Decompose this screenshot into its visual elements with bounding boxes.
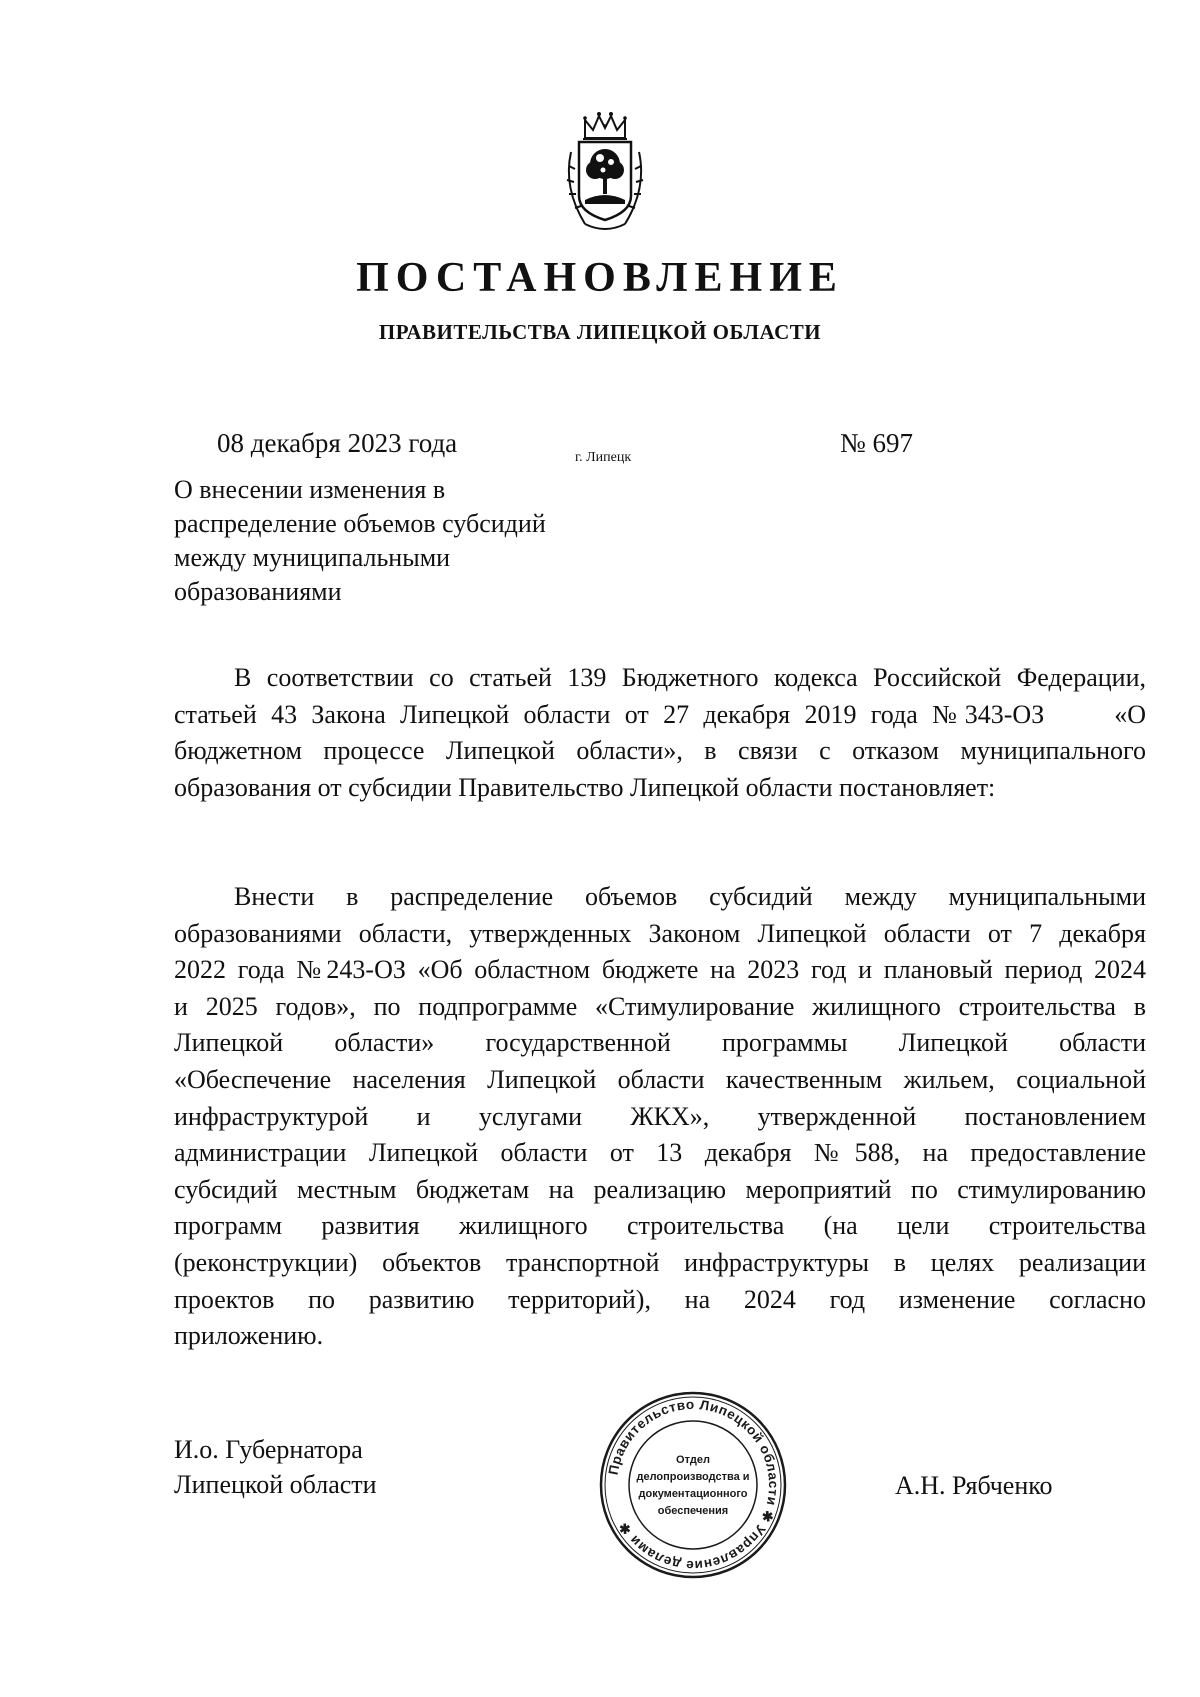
paragraph-line: программ развития жилищного строительства (на цели строительства xyxy=(174,1211,1146,1241)
stamp-inner-line: Отдел xyxy=(676,1454,710,1466)
paragraph-line: и 2025 годов», по подпрограмме «Стимулирование жилищного строительства в xyxy=(174,991,1146,1021)
subject-line: О внесении изменения в xyxy=(174,475,446,504)
stamp-ring-text xyxy=(606,1397,781,1573)
paragraph-line: Липецкой области» государственной программы Липецкой области xyxy=(174,1028,1146,1058)
paragraph-line: инфраструктурой и услугами ЖКХ», утвержденной постановлением xyxy=(174,1101,1146,1131)
paragraph-line: приложению. xyxy=(174,1321,324,1351)
paragraph-line: Внести в распределение объемов субсидий между муниципальными xyxy=(234,882,1146,911)
paragraph-line-part: статьей 43 Закона Липецкой области от 27 декабря 2019 года №343-ОЗ xyxy=(174,699,1045,729)
document-number: № 697 xyxy=(840,428,914,458)
subject-line: между муниципальными xyxy=(174,543,451,572)
paragraph-line: администрации Липецкой области от 13 декабря №588, на предоставление xyxy=(174,1138,1146,1168)
official-stamp xyxy=(598,1390,788,1580)
paragraph-line: «Обеспечение населения Липецкой области качественным жильем, социальной xyxy=(174,1064,1146,1094)
paragraph-line: образованиями области, утвержденных Законом Липецкой области от 7 декабря xyxy=(174,918,1146,948)
paragraph-line-part: «О xyxy=(1114,699,1146,729)
paragraph-line: проектов по развитию территорий), на 2024 год изменение согласно xyxy=(174,1284,1146,1314)
document-issuer: ПРАВИТЕЛЬСТВА ЛИПЕЦКОЙ ОБЛАСТИ xyxy=(378,320,822,344)
operative-paragraph xyxy=(174,879,1146,1355)
signatory-name: А.Н. Рябченко xyxy=(895,1471,1053,1500)
paragraph-line: В соответствии со статьей 139 Бюджетного кодекса Российской Федерации, xyxy=(234,663,1146,692)
paragraph-line xyxy=(174,697,1146,734)
document-title: ПОСТАНОВЛЕНИЕ xyxy=(356,255,844,301)
document-city: г. Липецк xyxy=(575,450,632,465)
stamp-inner-line: документационного xyxy=(638,1488,748,1500)
document-date: 08 декабря 2023 года xyxy=(217,428,458,458)
stamp-ring-path: Правительство Липецкой области ✱ Управление делами ✱ xyxy=(605,1396,782,1574)
signatory-position xyxy=(174,1432,377,1502)
paragraph-line: субсидий местным бюджетам на реализацию мероприятий по стимулированию xyxy=(174,1174,1146,1204)
paragraph-line: образования от субсидии Правительство Липецкой области постановляет: xyxy=(174,772,996,802)
document-subject xyxy=(174,473,614,609)
paragraph-line: бюджетном процессе Липецкой области», в связи с отказом муниципального xyxy=(174,736,1146,766)
signatory-position-line: И.о. Губернатора xyxy=(174,1435,363,1464)
stamp-inner-line: обеспечения xyxy=(657,1505,729,1517)
subject-line: образованиями xyxy=(174,577,342,606)
paragraph-line: 2022 года №243-ОЗ «Об областном бюджете на 2023 год и плановый период 2024 xyxy=(174,955,1146,985)
stamp-inner-line: делопроизводства и xyxy=(636,1471,750,1483)
coat-of-arms-icon xyxy=(555,108,655,236)
preamble-paragraph xyxy=(174,660,1146,806)
paragraph-line: (реконструкции) объектов транспортной инфраструктуры в целях реализации xyxy=(174,1247,1146,1277)
signatory-position-line: Липецкой области xyxy=(174,1470,377,1499)
subject-line: распределение объемов субсидий xyxy=(174,509,546,538)
